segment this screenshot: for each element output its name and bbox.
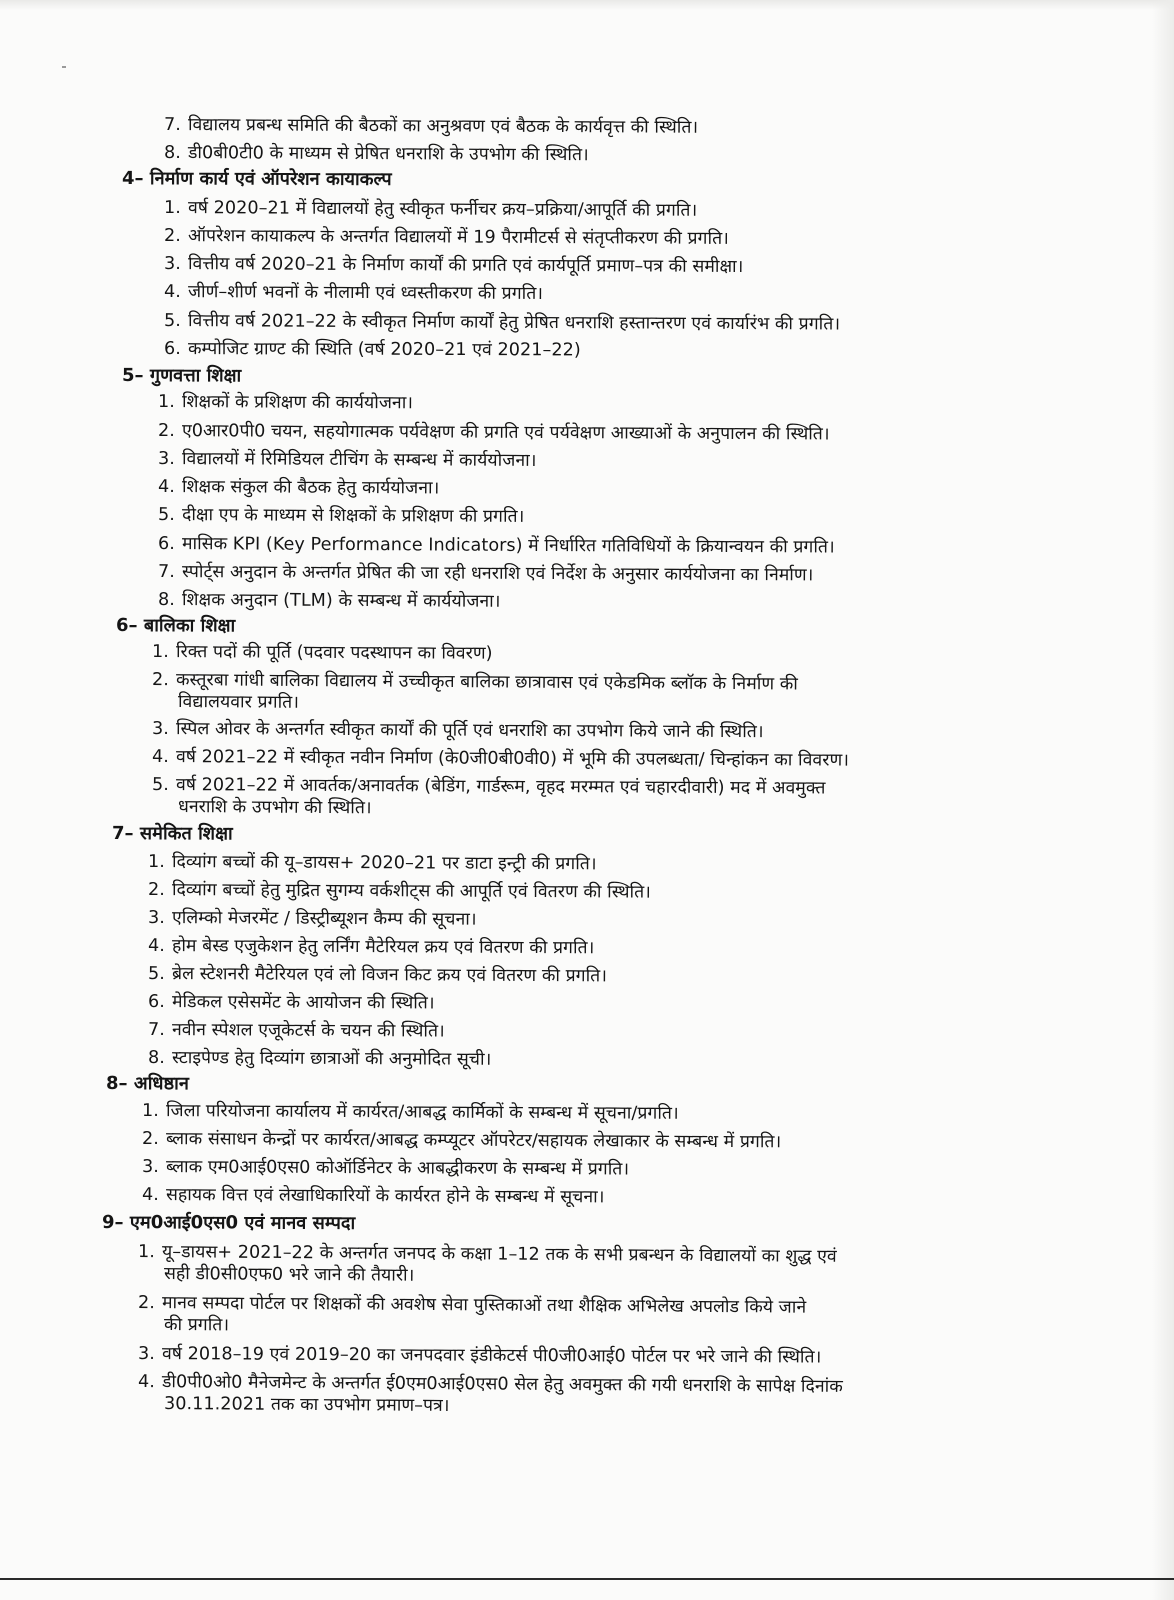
item-text: डी0पी0ओ0 मैनेजमेन्ट के अन्तर्गत ई0एम0आई0एस0 सेल हेतु अवमुक्त की गयी धनराशि के सापेक्ष दिनांक bbox=[161, 1372, 843, 1397]
item-number: 4. bbox=[163, 282, 181, 303]
section-heading: 7– समेकित शिक्षा bbox=[111, 823, 233, 845]
item-text: जिला परियोजना कार्यालय में कार्यरत/आबद्ध कार्मिकों के सम्बन्ध में सूचना/प्रगति। bbox=[165, 1101, 679, 1124]
item-text: मेडिकल एसेसमेंट के आयोजन की स्थिति। bbox=[171, 992, 435, 1014]
item-text: यू–डायस+ 2021–22 के अन्तर्गत जनपद के कक्षा 1–12 तक के सभी प्रबन्धन के विद्यालयों का शुद्ध एवं bbox=[161, 1242, 837, 1267]
item-text: कम्पोजिट ग्राण्ट की स्थिति (वर्ष 2020–21 एवं 2021–22) bbox=[187, 339, 581, 361]
scan-edge-right bbox=[1152, 0, 1174, 1600]
list-item bbox=[158, 561, 814, 586]
list-item bbox=[152, 718, 764, 743]
item-number: 6. bbox=[163, 339, 181, 360]
item-text: दिव्यांग बच्चों की यू–डायस+ 2020–21 पर डाटा इन्ट्री की प्रगति। bbox=[171, 852, 597, 875]
list-item bbox=[158, 504, 524, 528]
list-item bbox=[148, 1019, 445, 1043]
item-text: डी0बी0टी0 के माध्यम से प्रेषित धनराशि के उपभोग की स्थिति। bbox=[187, 143, 589, 166]
list-item bbox=[148, 935, 594, 959]
item-number: 2. bbox=[157, 421, 175, 442]
item-number: 1. bbox=[151, 642, 169, 663]
item-number: 6. bbox=[157, 534, 175, 555]
list-item bbox=[142, 1184, 605, 1208]
list-item bbox=[148, 963, 607, 987]
item-number: 1. bbox=[141, 1101, 159, 1122]
item-text: वर्ष 2021–22 में आवर्तक/अनावर्तक (बेडिंग, गार्डरूम, वृहद मरम्मत एवं चहारदीवारी) मद में अवमुक्त bbox=[175, 775, 826, 799]
item-text: जीर्ण–शीर्ण भवनों के नीलामी एवं ध्वस्तीकरण की प्रगति। bbox=[187, 282, 544, 304]
item-number: 3. bbox=[141, 1157, 159, 1178]
list-item bbox=[142, 1128, 781, 1153]
item-continuation: सही डी0सी0एफ0 भरे जाने की तैयारी। bbox=[163, 1264, 415, 1286]
item-number: 1. bbox=[147, 852, 165, 873]
item-number: 4. bbox=[151, 747, 169, 768]
item-text: विद्यालयों में रिमिडियल टीचिंग के सम्बन्ध में कार्ययोजना। bbox=[181, 449, 537, 471]
item-number: 7. bbox=[163, 115, 181, 136]
item-continuation: धनराशि के उपभोग की स्थिति। bbox=[177, 797, 372, 819]
item-text: कस्तूरबा गांधी बालिका विद्यालय में उच्चीकृत बालिका छात्रावास एवं एकेडमिक ब्लॉक के निर्माण की bbox=[175, 670, 798, 695]
list-item bbox=[138, 1292, 806, 1319]
list-item bbox=[152, 746, 849, 772]
item-text: रिक्त पदों की पूर्ति (पदवार पदस्थापन का विवरण) bbox=[175, 642, 493, 664]
list-item bbox=[164, 253, 744, 278]
item-text: शिक्षकों के प्रशिक्षण की कार्ययोजना। bbox=[181, 392, 414, 414]
item-number: 8. bbox=[163, 143, 181, 164]
item-text: सहायक वित्त एवं लेखाधिकारियों के कार्यरत होने के सम्बन्ध में सूचना। bbox=[165, 1185, 605, 1208]
list-item bbox=[152, 641, 493, 665]
item-text: मानव सम्पदा पोर्टल पर शिक्षकों की अवशेष सेवा पुस्तिकाओं तथा शैक्षिक अभिलेख अपलोड किये जाने bbox=[161, 1293, 807, 1318]
item-text: वित्तीय वर्ष 2020–21 के निर्माण कार्यों की प्रगति एवं कार्यपूर्ति प्रमाण–पत्र की समीक्षा। bbox=[187, 254, 744, 278]
section-heading: 9– एम0आई0एस0 एवं मानव सम्पदा bbox=[101, 1212, 356, 1234]
item-text: एलिम्को मेजरमेंट / डिस्ट्रीब्यूशन कैम्प की सूचना। bbox=[171, 908, 477, 930]
item-text: होम बेस्ड एजुकेशन हेतु लर्निंग मैटेरियल क्रय एवं वितरण की प्रगति। bbox=[171, 936, 595, 959]
item-number: 4. bbox=[137, 1372, 155, 1393]
item-text: ऑपरेशन कायाकल्प के अन्तर्गत विद्यालयों में 19 पैरामीटर्स से संतृप्तीकरण की प्रगति। bbox=[187, 226, 729, 249]
section-heading: 4– निर्माण कार्य एवं ऑपरेशन कायाकल्प bbox=[121, 168, 392, 190]
item-number: 1. bbox=[137, 1242, 155, 1263]
item-number: 2. bbox=[163, 226, 181, 247]
item-number: 3. bbox=[147, 908, 165, 929]
section-heading: 6– बालिका शिक्षा bbox=[115, 615, 236, 637]
item-number: 1. bbox=[163, 198, 181, 219]
item-number: 7. bbox=[147, 1020, 165, 1041]
item-number: 2. bbox=[147, 880, 165, 901]
list-item bbox=[138, 1343, 821, 1369]
item-text: ब्लाक एम0आई0एस0 कोऑर्डिनेटर के आबद्धीकरण के सम्बन्ध में प्रगति। bbox=[165, 1157, 630, 1180]
item-text: स्टाइपेण्ड हेतु दिव्यांग छात्राओं की अनुमोदित सूची। bbox=[171, 1048, 492, 1070]
item-text: वर्ष 2021–22 में स्वीकृत नवीन निर्माण (के0जी0बी0वी0) में भूमि की उपलब्धता/ चिन्हांकन का विवरण। bbox=[175, 747, 850, 771]
list-item bbox=[158, 476, 440, 499]
item-text: दिव्यांग बच्चों हेतु मुद्रित सुगम्य वर्कशीट्स की आपूर्ति एवं वितरण की स्थिति। bbox=[171, 880, 651, 903]
list-item bbox=[142, 1156, 629, 1181]
item-number: 5. bbox=[157, 505, 175, 526]
list-item bbox=[158, 391, 413, 414]
list-item bbox=[164, 225, 729, 250]
item-number: 4. bbox=[157, 477, 175, 498]
list-item bbox=[148, 1047, 491, 1071]
item-text: ब्लाक संसाधन केन्द्रों पर कार्यरत/आबद्ध कम्प्यूटर ऑपरेटर/सहायक लेखाकार के सम्बन्ध में प्रगति। bbox=[165, 1129, 782, 1153]
list-item bbox=[148, 991, 435, 1015]
item-number: 8. bbox=[147, 1048, 165, 1069]
item-text: शिक्षक अनुदान (TLM) के सम्बन्ध में कार्ययोजना। bbox=[181, 590, 501, 612]
item-number: 8. bbox=[157, 590, 175, 611]
list-item bbox=[158, 420, 830, 446]
item-text: ब्रेल स्टेशनरी मैटेरियल एवं लो विजन किट क्रय एवं वितरण की प्रगति। bbox=[171, 964, 608, 987]
item-number: 3. bbox=[163, 254, 181, 275]
item-continuation: विद्यालयवार प्रगति। bbox=[177, 692, 300, 713]
item-text: वर्ष 2018–19 एवं 2019–20 का जनपदवार इंडीकेटर्स पी0जी0आई0 पोर्टल पर भरे जाने की स्थिति। bbox=[161, 1344, 822, 1368]
list-item bbox=[164, 142, 589, 166]
list-item bbox=[148, 907, 477, 931]
item-number: 4. bbox=[141, 1185, 159, 1206]
item-continuation: की प्रगति। bbox=[163, 1315, 230, 1336]
item-number: 3. bbox=[157, 449, 175, 470]
item-text: स्पिल ओवर के अन्तर्गत स्वीकृत कार्यों की पूर्ति एवं धनराशि का उपभोग किये जाने की स्थिति। bbox=[175, 719, 764, 743]
item-text: मासिक KPI (Key Performance Indicators) में निर्धारित गतिविधियों के क्रियान्वयन की प्रगति। bbox=[181, 534, 835, 558]
list-item bbox=[164, 281, 543, 305]
item-number: 5. bbox=[151, 775, 169, 796]
item-number: 6. bbox=[147, 992, 165, 1013]
section-heading: 8– अधिष्ठान bbox=[105, 1073, 189, 1095]
list-item bbox=[158, 448, 537, 472]
list-item bbox=[164, 114, 698, 139]
item-continuation: 30.11.2021 तक का उपभोग प्रमाण–पत्र। bbox=[163, 1394, 450, 1416]
section-heading: 5– गुणवत्ता शिक्षा bbox=[121, 365, 242, 387]
scan-edge-top bbox=[0, 0, 1174, 10]
list-item bbox=[164, 310, 840, 336]
item-text: ए0आर0पी0 चयन, सहयोगात्मक पर्यवेक्षण की प्रगति एवं पर्यवेक्षण आख्याओं के अनुपालन की स्थिति। bbox=[181, 421, 830, 445]
list-item bbox=[142, 1100, 679, 1125]
item-text: विद्यालय प्रबन्ध समिति की बैठकों का अनुश्रवण एवं बैठक के कार्यवृत्त की स्थिति। bbox=[187, 115, 699, 138]
item-number: 2. bbox=[137, 1293, 155, 1314]
item-number: 4. bbox=[147, 936, 165, 957]
item-text: वर्ष 2020–21 में विद्यालयों हेतु स्वीकृत फर्नीचर क्रय–प्रक्रिया/आपूर्ति की प्रगति। bbox=[187, 198, 698, 221]
scan-speck bbox=[62, 66, 66, 68]
bottom-rule bbox=[0, 1578, 1174, 1580]
list-item bbox=[164, 197, 697, 222]
item-number: 2. bbox=[151, 670, 169, 691]
item-number: 3. bbox=[151, 719, 169, 740]
item-text: शिक्षक संकुल की बैठक हेतु कार्ययोजना। bbox=[181, 477, 440, 499]
list-item bbox=[158, 533, 835, 559]
item-number: 3. bbox=[137, 1344, 155, 1365]
item-text: स्पोर्ट्स अनुदान के अन्तर्गत प्रेषित की जा रही धनराशि एवं निर्देश के अनुसार कार्ययोजना का निर्माण। bbox=[181, 562, 814, 586]
item-number: 1. bbox=[157, 392, 175, 413]
item-number: 2. bbox=[141, 1129, 159, 1150]
item-text: नवीन स्पेशल एजूकेटर्स के चयन की स्थिति। bbox=[171, 1020, 445, 1042]
list-item bbox=[164, 338, 581, 361]
item-text: वित्तीय वर्ष 2021–22 के स्वीकृत निर्माण कार्यों हेतु प्रेषित धनराशि हस्तान्तरण एवं कार्यारंभ की प्रगति। bbox=[187, 311, 841, 335]
item-number: 5. bbox=[147, 964, 165, 985]
list-item bbox=[148, 879, 651, 904]
item-text: दीक्षा एप के माध्यम से शिक्षकों के प्रशिक्षण की प्रगति। bbox=[181, 505, 525, 527]
list-item bbox=[158, 589, 501, 613]
list-item bbox=[148, 851, 597, 875]
item-number: 5. bbox=[163, 311, 181, 332]
item-number: 7. bbox=[157, 562, 175, 583]
